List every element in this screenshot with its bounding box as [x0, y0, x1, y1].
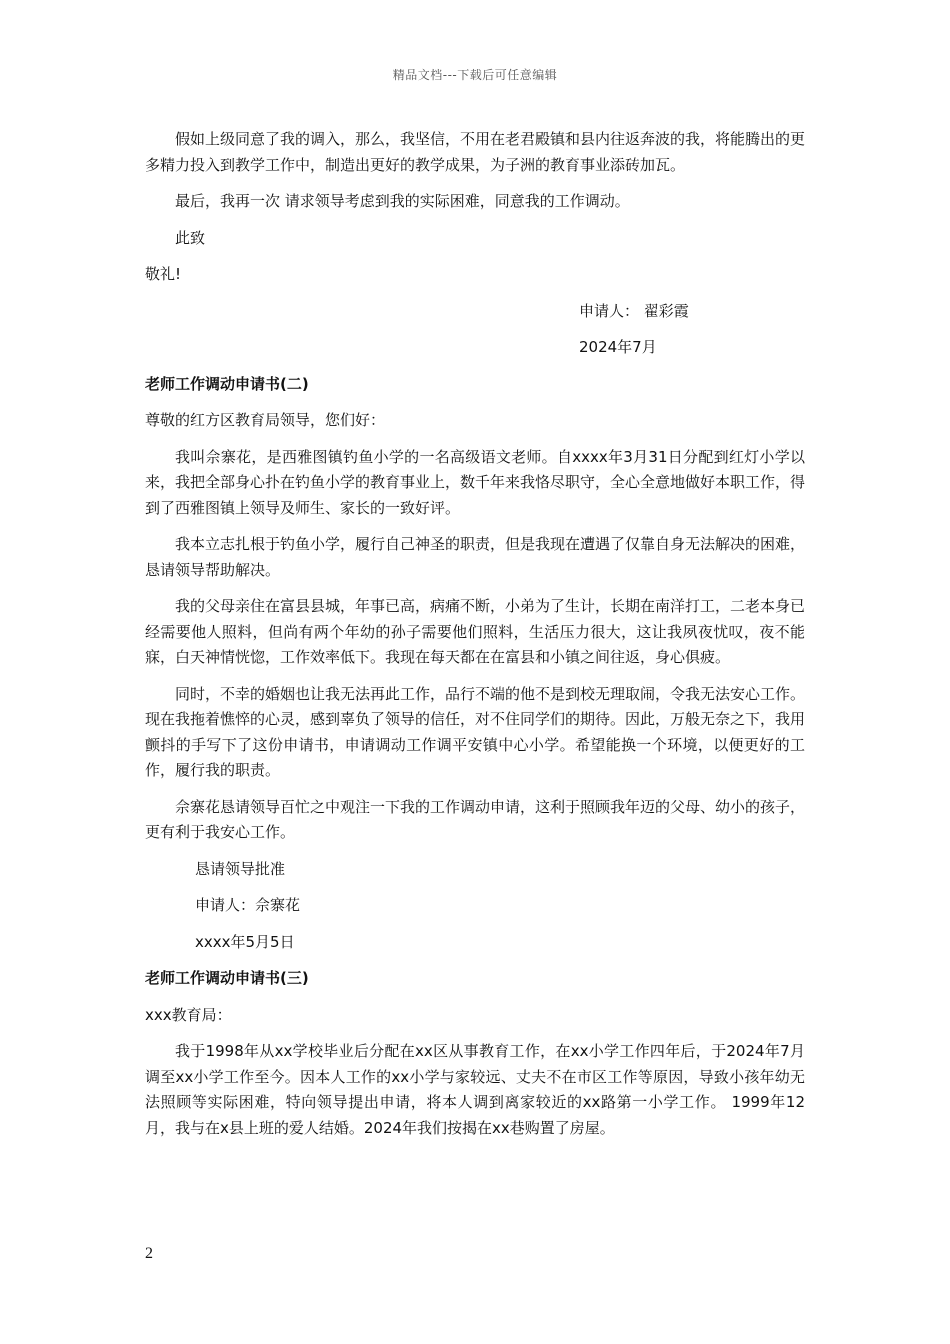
greeting: 尊敬的红方区教育局领导，您们好： [145, 411, 386, 429]
paragraph: 我叫佘寨花，是西雅图镇钓鱼小学的一名高级语文老师。自xxxx年3月31日分配到红灯小学以来，我把全部身心扑在钓鱼小学的教育事业上，数千年来我恪尽职守，全心全意地做好本职工作，得到了西雅图镇上领导及师生、家长的一致好评。 [145, 447, 806, 517]
signature-date: xxxx年5月5日 [195, 932, 295, 951]
request-line: 恳请领导批准 [195, 859, 286, 878]
section-title: 老师工作调动申请书(二) [145, 374, 309, 393]
paragraph: 我本立志扎根于钓鱼小学，履行自己神圣的职责，但是我现在遭遇了仅靠自身无法解决的困难，恳请领导帮助解决。 [145, 535, 806, 579]
signature-date: 2024年7月 [579, 338, 657, 356]
paragraph: 假如上级同意了我的调入，那么，我坚信，不用在老君殿镇和县内往返奔波的我，将能腾出的更多精力投入到教学工作中，制造出更好的教学成果，为子洲的教育事业添砖加瓦。 [145, 130, 806, 174]
page-header: 精品文档---下载后可任意编辑 [392, 68, 558, 82]
page-number: 2 [145, 1245, 153, 1262]
paragraph: 最后，我再一次 请求领导考虑到我的实际困难，同意我的工作调动。 [175, 192, 630, 210]
applicant-signature: 申请人： 翟彩霞 [579, 301, 689, 320]
paragraph: 佘寨花恳请领导百忙之中观注一下我的工作调动申请，这利于照顾我年迈的父母、幼小的孩子，更有利于我安心工作。 [145, 797, 806, 841]
paragraph: 我于1998年从xx学校毕业后分配在xx区从事教育工作，在xx小学工作四年后，于2024年7月调至xx小学工作至今。因本人工作的xx小学与家较远、丈夫不在市区工作等原因，导致小孩年幼无法照顾等实际困难，特向领导提出申请，将本人调到离家较近的xx路第一小学工作。 1999年12月，我与在x县上班的爱人结婚。2024年我们按揭在xx巷购置了房屋。 [145, 1042, 805, 1137]
greeting: xxx教育局： [145, 1005, 232, 1024]
paragraph: 同时，不幸的婚姻也让我无法再此工作，品行不端的他不是到校无理取闹，令我无法安心工作。现在我拖着憔悴的心灵，感到辜负了领导的信任，对不住同学们的期待。因此，万般无奈之下，我用颤抖的手写下了这份申请书，申请调动工作调平安镇中心小学。希望能换一个环境，以便更好的工作，履行我的职责。 [145, 684, 806, 779]
document-body [145, 127, 805, 1152]
applicant-signature: 申请人：佘寨花 [195, 896, 301, 914]
closing-salutation: 此致 [175, 228, 206, 247]
paragraph: 我的父母亲住在富县县城，年事已高，病痛不断，小弟为了生计，长期在南洋打工，二老本身已经需要他人照料，但尚有两个年幼的孙子需要他们照料，生活压力很大，这让我夙夜忧叹，夜不能寐，白天神情恍惚，工作效率低下。我现在每天都在在富县和小镇之间往返，身心俱疲。 [145, 597, 806, 666]
section-title: 老师工作调动申请书(三) [145, 969, 309, 987]
closing-regards: 敬礼! [145, 265, 182, 283]
